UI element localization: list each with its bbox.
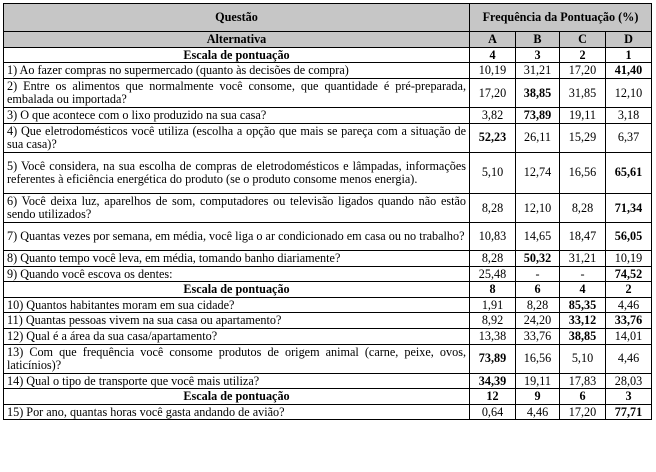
frequency-cell: 50,32 bbox=[516, 250, 560, 266]
frequency-cell: 13,38 bbox=[470, 328, 516, 344]
table-row bbox=[4, 63, 652, 79]
question-text: 9) Quando você escova os dentes: bbox=[4, 266, 470, 282]
table-row bbox=[4, 78, 652, 107]
frequency-cell: 33,76 bbox=[606, 313, 652, 329]
header-frequencia: Frequência da Pontuação (%) bbox=[470, 4, 652, 32]
header-alternativa: Alternativa bbox=[4, 32, 470, 48]
frequency-cell: 8,28 bbox=[470, 193, 516, 222]
frequency-cell: 52,23 bbox=[470, 123, 516, 152]
frequency-cell: 24,20 bbox=[516, 313, 560, 329]
scale-value: 2 bbox=[560, 47, 606, 63]
frequency-cell: 31,21 bbox=[560, 250, 606, 266]
table-row bbox=[4, 250, 652, 266]
frequency-cell: 15,29 bbox=[560, 123, 606, 152]
frequency-cell: 17,83 bbox=[560, 373, 606, 389]
header-col-d: D bbox=[606, 32, 652, 48]
frequency-cell: 16,56 bbox=[516, 344, 560, 373]
question-text: 7) Quantas vezes por semana, em média, você liga o ar condicionado em casa ou no trabalho? bbox=[4, 222, 470, 250]
question-text: 5) Você considera, na sua escolha de compras de eletrodomésticos e lâmpadas, informações referentes à eficiência energética do produto (se o produto consome menos energia). bbox=[4, 152, 470, 193]
frequency-cell: 10,19 bbox=[606, 250, 652, 266]
scale-row bbox=[4, 389, 652, 405]
frequency-cell: 10,83 bbox=[470, 222, 516, 250]
header-questao: Questão bbox=[4, 4, 470, 32]
frequency-cell: 77,71 bbox=[606, 404, 652, 420]
frequency-cell: 31,21 bbox=[516, 63, 560, 79]
table-row bbox=[4, 297, 652, 313]
frequency-cell: 85,35 bbox=[560, 297, 606, 313]
frequency-cell: - bbox=[516, 266, 560, 282]
frequency-cell: 12,74 bbox=[516, 152, 560, 193]
scale-value: 2 bbox=[606, 282, 652, 298]
question-text: 1) Ao fazer compras no supermercado (quanto às decisões de compra) bbox=[4, 63, 470, 79]
scale-value: 1 bbox=[606, 47, 652, 63]
header-col-b: B bbox=[516, 32, 560, 48]
frequency-cell: 33,76 bbox=[516, 328, 560, 344]
survey-frequency-table bbox=[3, 3, 652, 420]
table-row bbox=[4, 123, 652, 152]
frequency-cell: 74,52 bbox=[606, 266, 652, 282]
frequency-cell: 10,19 bbox=[470, 63, 516, 79]
scale-row bbox=[4, 282, 652, 298]
scale-value: 3 bbox=[516, 47, 560, 63]
frequency-cell: 28,03 bbox=[606, 373, 652, 389]
frequency-cell: - bbox=[560, 266, 606, 282]
question-text: 2) Entre os alimentos que normalmente você consome, que quantidade é pré-preparada, embalada ou importada? bbox=[4, 78, 470, 107]
frequency-cell: 8,28 bbox=[516, 297, 560, 313]
scale-value: 4 bbox=[560, 282, 606, 298]
table-row bbox=[4, 266, 652, 282]
question-text: 8) Quanto tempo você leva, em média, tomando banho diariamente? bbox=[4, 250, 470, 266]
frequency-cell: 26,11 bbox=[516, 123, 560, 152]
frequency-cell: 17,20 bbox=[560, 63, 606, 79]
table-row bbox=[4, 107, 652, 123]
frequency-cell: 3,18 bbox=[606, 107, 652, 123]
frequency-cell: 73,89 bbox=[470, 344, 516, 373]
scale-label: Escala de pontuação bbox=[4, 47, 470, 63]
question-text: 13) Com que frequência você consome produtos de origem animal (carne, peixe, ovos, laticínios)? bbox=[4, 344, 470, 373]
frequency-cell: 6,37 bbox=[606, 123, 652, 152]
scale-value: 12 bbox=[470, 389, 516, 405]
frequency-cell: 38,85 bbox=[516, 78, 560, 107]
question-text: 11) Quantas pessoas vivem na sua casa ou apartamento? bbox=[4, 313, 470, 329]
frequency-cell: 3,82 bbox=[470, 107, 516, 123]
frequency-cell: 18,47 bbox=[560, 222, 606, 250]
frequency-cell: 19,11 bbox=[560, 107, 606, 123]
frequency-cell: 0,64 bbox=[470, 404, 516, 420]
scale-value: 8 bbox=[470, 282, 516, 298]
table-row bbox=[4, 373, 652, 389]
frequency-cell: 31,85 bbox=[560, 78, 606, 107]
frequency-cell: 25,48 bbox=[470, 266, 516, 282]
frequency-cell: 73,89 bbox=[516, 107, 560, 123]
frequency-cell: 1,91 bbox=[470, 297, 516, 313]
frequency-cell: 17,20 bbox=[560, 404, 606, 420]
scale-value: 4 bbox=[470, 47, 516, 63]
question-text: 6) Você deixa luz, aparelhos de som, computadores ou televisão ligados quando não estão sendo utilizados? bbox=[4, 193, 470, 222]
question-text: 3) O que acontece com o lixo produzido na sua casa? bbox=[4, 107, 470, 123]
frequency-cell: 65,61 bbox=[606, 152, 652, 193]
table-row bbox=[4, 344, 652, 373]
frequency-cell: 14,65 bbox=[516, 222, 560, 250]
scale-value: 6 bbox=[516, 282, 560, 298]
scale-value: 6 bbox=[560, 389, 606, 405]
question-text: 4) Que eletrodomésticos você utiliza (escolha a opção que mais se pareça com a situação de sua casa)? bbox=[4, 123, 470, 152]
table-row bbox=[4, 152, 652, 193]
question-text: 14) Qual o tipo de transporte que você mais utiliza? bbox=[4, 373, 470, 389]
frequency-cell: 5,10 bbox=[470, 152, 516, 193]
scale-value: 9 bbox=[516, 389, 560, 405]
header-col-a: A bbox=[470, 32, 516, 48]
table-row bbox=[4, 313, 652, 329]
frequency-cell: 8,28 bbox=[470, 250, 516, 266]
frequency-cell: 41,40 bbox=[606, 63, 652, 79]
frequency-cell: 4,46 bbox=[606, 297, 652, 313]
frequency-cell: 4,46 bbox=[606, 344, 652, 373]
table-container bbox=[3, 3, 652, 420]
frequency-cell: 8,28 bbox=[560, 193, 606, 222]
scale-label: Escala de pontuação bbox=[4, 389, 470, 405]
frequency-cell: 8,92 bbox=[470, 313, 516, 329]
question-text: 10) Quantos habitantes moram em sua cidade? bbox=[4, 297, 470, 313]
scale-row bbox=[4, 47, 652, 63]
table-row bbox=[4, 193, 652, 222]
frequency-cell: 12,10 bbox=[516, 193, 560, 222]
frequency-cell: 14,01 bbox=[606, 328, 652, 344]
frequency-cell: 71,34 bbox=[606, 193, 652, 222]
frequency-cell: 38,85 bbox=[560, 328, 606, 344]
frequency-cell: 33,12 bbox=[560, 313, 606, 329]
frequency-cell: 19,11 bbox=[516, 373, 560, 389]
scale-label: Escala de pontuação bbox=[4, 282, 470, 298]
table-row bbox=[4, 222, 652, 250]
frequency-cell: 17,20 bbox=[470, 78, 516, 107]
frequency-cell: 16,56 bbox=[560, 152, 606, 193]
header-col-c: C bbox=[560, 32, 606, 48]
frequency-cell: 12,10 bbox=[606, 78, 652, 107]
question-text: 15) Por ano, quantas horas você gasta andando de avião? bbox=[4, 404, 470, 420]
frequency-cell: 4,46 bbox=[516, 404, 560, 420]
frequency-cell: 5,10 bbox=[560, 344, 606, 373]
frequency-cell: 56,05 bbox=[606, 222, 652, 250]
scale-value: 3 bbox=[606, 389, 652, 405]
table-row bbox=[4, 404, 652, 420]
frequency-cell: 34,39 bbox=[470, 373, 516, 389]
table-row bbox=[4, 328, 652, 344]
question-text: 12) Qual é a área da sua casa/apartamento? bbox=[4, 328, 470, 344]
